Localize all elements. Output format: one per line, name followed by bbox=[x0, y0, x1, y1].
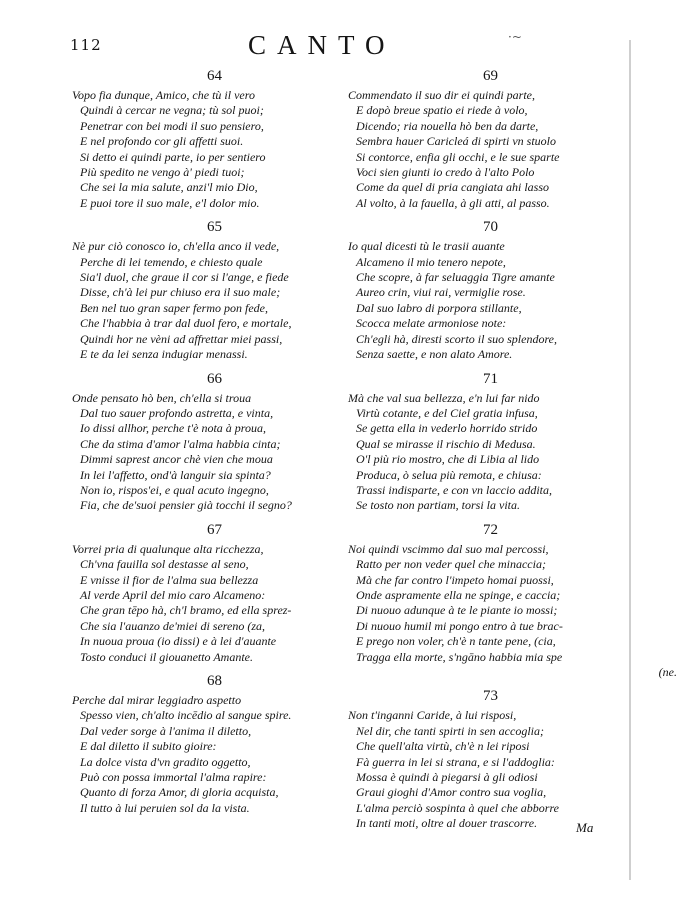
verse-line: E dal diletto il subito gioire: bbox=[80, 739, 217, 754]
verse-line: Senza saette, e non alato Amore. bbox=[356, 347, 513, 362]
verse-line: Fà guerra in lei si strana, e si l'addoglia: bbox=[356, 754, 555, 769]
stanza-number: 64 bbox=[207, 68, 222, 84]
verse-line: Vopo fia dunque, Amico, che tù il vero bbox=[72, 88, 255, 102]
stanza bbox=[348, 217, 633, 362]
verse-line: Ben nel tuo gran saper fermo pon fede, bbox=[80, 300, 268, 315]
verse-line: Fia, che de'suoi pensier già tocchi il segno? bbox=[80, 498, 292, 513]
verse-line: Commendato il suo dir ei quindi parte, bbox=[348, 88, 535, 102]
running-title: CANTO bbox=[248, 30, 396, 60]
stanza-number: 71 bbox=[483, 370, 498, 387]
verse-line: Il tutto à lui peruien sol da la vista. bbox=[80, 800, 250, 815]
stanza bbox=[72, 520, 357, 665]
verse-line: Che sei la mia salute, anzi'l mio Dio, bbox=[80, 180, 258, 195]
verse-line: E dopò breue spatio ei riede à volo, bbox=[356, 103, 528, 118]
verse-line: Dimmi saprest ancor chè vien che moua bbox=[80, 452, 273, 467]
stanza-number: 66 bbox=[207, 370, 222, 387]
verse-line: Ch'egli hà, diresti scorto il suo splendore, bbox=[356, 331, 558, 346]
stanza bbox=[348, 66, 633, 211]
ink-mark: ·~ bbox=[508, 30, 522, 44]
verse-line: E puoi tore il suo male, e'l dolor mio. bbox=[80, 195, 260, 210]
verse-line: La dolce vista d'vn gradito oggetto, bbox=[80, 754, 251, 769]
verse-line: Si contorce, enfia gli occhi, e le sue sparte bbox=[356, 149, 560, 164]
verse-line: Che l'habbia à trar dal duol fero, e mortale, bbox=[80, 316, 292, 331]
page-number: 112 bbox=[70, 36, 102, 54]
verse-line: Dicendo; ria nouella hò ben da darte, bbox=[356, 118, 539, 133]
verse-line: Come da quel di pria cangiata ahi lasso bbox=[356, 180, 549, 195]
verse-line: Onde pensato hò ben, ch'ella si troua bbox=[72, 390, 252, 405]
verse-line: In nuoua proua (io dissi) e à lei d'auante bbox=[80, 634, 277, 649]
verse-line: Sia'l duol, che graue il cor si l'ange, e fiede bbox=[80, 270, 289, 285]
stanza bbox=[72, 369, 357, 514]
verse-line: Scocca melate armoniose note: bbox=[356, 316, 507, 331]
verse-line: Io dissi allhor, perche t'è nota à proua, bbox=[80, 421, 266, 436]
verse-line: Di nuouo humil mi pongo entro à tue brac- bbox=[356, 618, 563, 633]
verse-line: Nel dir, che tanti spirti in sen accoglia; bbox=[356, 723, 544, 738]
verse-line: Che gran tēpo hà, ch'l bramo, ed ella sprez- bbox=[80, 603, 292, 618]
stanza-number: 73 bbox=[483, 688, 498, 705]
verse-line: Virtù cotante, e del Ciel gratia infusa, bbox=[356, 405, 538, 420]
verse-line: E prego non voler, ch'è n tante pene, (cia, bbox=[356, 634, 556, 649]
verse-line: In tanti moti, oltre al douer trascorre. bbox=[356, 816, 538, 831]
verse-line: Al volto, à la fauella, à gli atti, al passo. bbox=[356, 195, 550, 210]
verse-line: Mossa è quindi à piegarsi à gli odiosi bbox=[356, 770, 538, 785]
stanza bbox=[348, 520, 677, 681]
verse-line: Qual se mirasse il rischio di Medusa. bbox=[356, 436, 536, 451]
verse-line: E nel profondo cor gli affetti suoi. bbox=[80, 134, 244, 149]
stanza-number: 72 bbox=[483, 521, 498, 538]
verse-line: Dal veder sorge à l'anima il diletto, bbox=[80, 723, 252, 738]
verse-line: Che sia l'auanzo de'miei di sereno (za, bbox=[80, 618, 266, 633]
stanza bbox=[72, 217, 357, 362]
verse-line: Mà che val sua bellezza, e'n lui far nido bbox=[348, 390, 540, 405]
verse-line: E vnisse il fior de l'alma sua bellezza bbox=[80, 572, 259, 587]
verse-line: Onde aspramente ella ne spinge, e caccia; bbox=[356, 587, 561, 602]
verse-line: Mà che far contro l'impeto homai puossi, bbox=[356, 572, 554, 587]
verse-line: Può con possa immortal l'alma rapire: bbox=[80, 770, 267, 785]
verse-line: Non io, rispos'ei, e qual acuto ingegno, bbox=[80, 482, 269, 497]
stanza-number: 68 bbox=[207, 673, 222, 689]
verse-line: Che quell'alta virtù, ch'è n lei riposi bbox=[356, 739, 530, 754]
verse-line: Dal tuo sauer profondo astretta, e vinta, bbox=[80, 405, 274, 420]
catchword: Ma bbox=[576, 820, 594, 835]
verse-line: Quindi à cercar ne vegna; tù sol puoi; bbox=[80, 103, 264, 118]
verse-line: Al verde April del mio caro Alcameno: bbox=[80, 587, 266, 602]
stanza bbox=[348, 369, 633, 514]
verse-line: Quindi hor ne vèni ad affrettar miei passi, bbox=[80, 331, 283, 346]
verse-line: Non t'inganni Caride, à lui risposi, bbox=[348, 708, 517, 723]
verse-line: Perche di lei temendo, e chiesto quale bbox=[80, 254, 263, 269]
left-column bbox=[72, 66, 357, 816]
verse-turnover: (ne. bbox=[658, 665, 677, 679]
stanza bbox=[72, 671, 357, 816]
verse-line: Quanto di forza Amor, di gloria acquista, bbox=[80, 785, 279, 800]
verse-line: O'l più rio mostro, che di Libia al lido bbox=[356, 452, 540, 467]
verse-line: Penetrar con bei modi il suo pensiero, bbox=[80, 118, 264, 133]
verse-line: Graui gioghi d'Amor contro sua voglia, bbox=[356, 785, 547, 800]
verse-line: Se getta ella in vederlo horrido strido bbox=[356, 421, 538, 436]
verse-line: Voci sien giunti io credo à l'alto Polo bbox=[356, 165, 535, 180]
verse-line: Ch'vna fauilla sol destasse al seno, bbox=[80, 557, 249, 572]
verse-line: Che da stima d'amor l'alma habbia cinta; bbox=[80, 436, 281, 451]
verse-line: Vorrei pria di qualunque alta ricchezza, bbox=[72, 541, 264, 556]
verse-line: Trassi indisparte, e con vn laccio addita, bbox=[356, 482, 552, 497]
verse-line: Io qual dicesti tù le trasii auante bbox=[348, 239, 505, 254]
verse-line: E te da lei senza indugiar menassi. bbox=[80, 347, 248, 362]
verse-line: Disse, ch'à lei pur chiuso era il suo male; bbox=[80, 285, 281, 300]
stanza-number: 65 bbox=[207, 219, 222, 236]
verse-line: Sembra hauer Caricleá di spirti vn stuolo bbox=[356, 134, 556, 149]
verse-line: Nè pur ciò conosco io, ch'ella anco il vede, bbox=[72, 239, 280, 254]
verse-line: Si detto ei quindi parte, io per sentiero bbox=[80, 149, 266, 164]
verse-line: Spesso vien, ch'alto incēdio al sangue spire. bbox=[80, 708, 292, 723]
verse-line: Ratto per non veder quel che minaccia; bbox=[356, 557, 546, 572]
verse-line: L'alma perciò sospinta à quel che abborre bbox=[356, 800, 559, 815]
stanza-number: 69 bbox=[483, 68, 498, 84]
verse-line: Noi quindi vscimmo dal suo mal percossi, bbox=[348, 541, 549, 556]
verse-line: Dal suo labro di porpora stillante, bbox=[356, 300, 522, 315]
verse-line: Di nuouo adunque à te le piante io mossi; bbox=[356, 603, 558, 618]
verse-line: Produca, ò selua più remota, e chiusa: bbox=[356, 467, 542, 482]
verse-line: Tragga ella morte, s'ngāno habbia mia spe bbox=[356, 649, 563, 664]
verse-line: Se tosto non partiam, torsi la vita. bbox=[356, 498, 521, 513]
stanza-number: 70 bbox=[483, 219, 498, 236]
verse-line: Perche dal mirar leggiadro aspetto bbox=[72, 693, 242, 707]
stanza bbox=[348, 686, 633, 831]
stanza-number: 67 bbox=[207, 521, 222, 538]
verse-line: Aureo crin, viui rai, vermiglie rose. bbox=[356, 285, 526, 300]
stanza bbox=[72, 66, 357, 211]
verse-line: In lei l'affetto, ond'à languir sia spinta? bbox=[80, 467, 271, 482]
right-column bbox=[348, 66, 677, 832]
verse-line: Che scopre, à far seluaggia Tigre amante bbox=[356, 270, 555, 285]
verse-line: Tosto conduci il giouanetto Amante. bbox=[80, 649, 253, 664]
verse-line: Alcameno il mio tenero nepote, bbox=[356, 254, 506, 269]
verse-line: Più spedito ne vengo à' piedi tuoi; bbox=[80, 165, 245, 180]
